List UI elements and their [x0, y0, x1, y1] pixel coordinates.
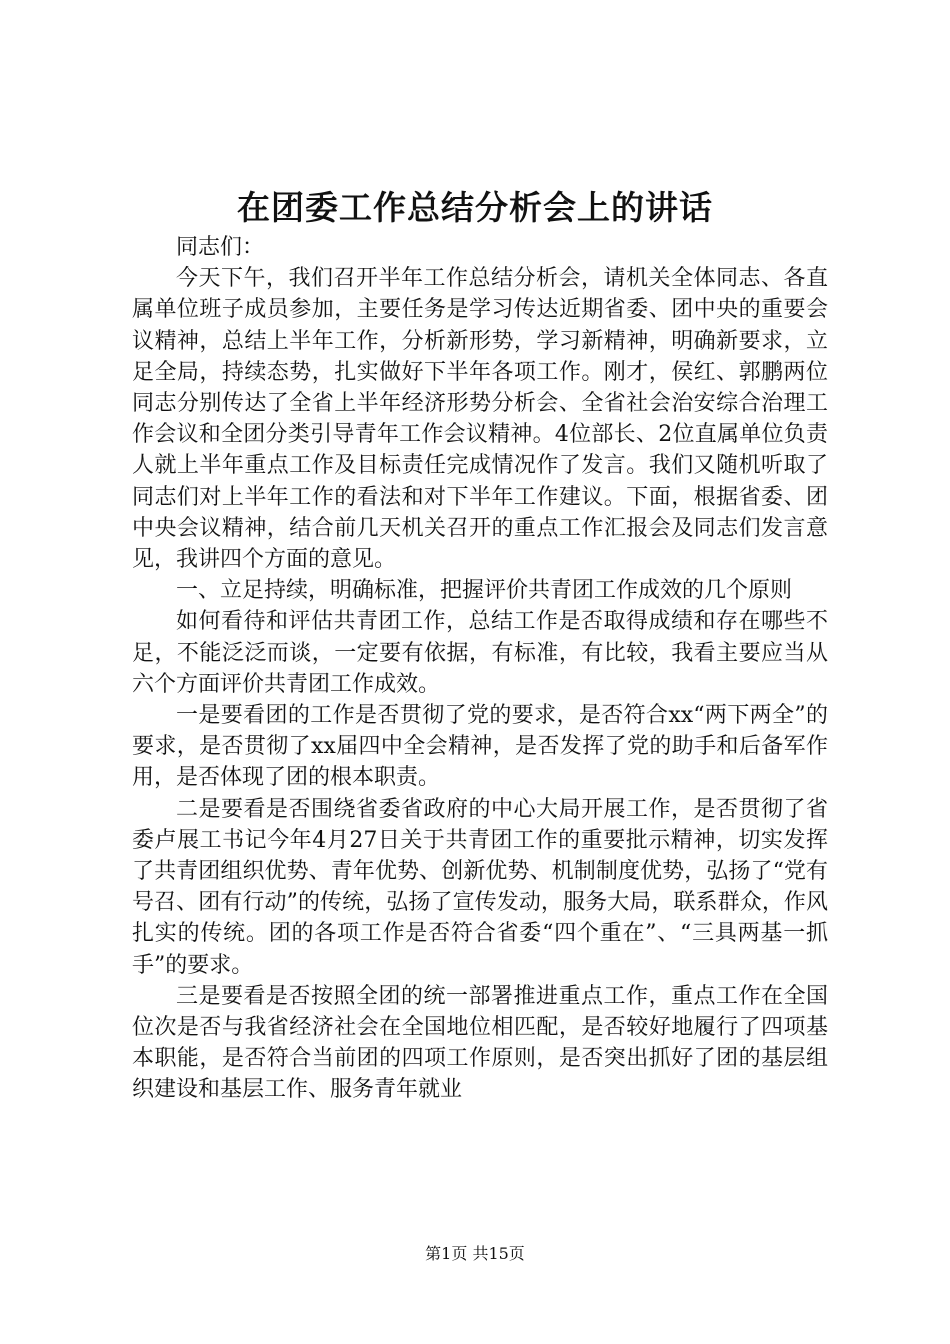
document-title: 在团委工作总结分析会上的讲话 — [237, 188, 713, 227]
salutation-paragraph: 同志们： — [176, 235, 265, 260]
intro-paragraph: 今天下午，我们召开半年工作总结分析会，请机关全体同志、各直属单位班子成员参加，主要任务是学习传达近期省委、团中央的重要会议精神，总结上半年工作，分析新形势，学习新精神，明确新要求，立足全局，持续态势，扎实做好下半年各项工作。刚才，侯红、郭鹏两位同志分别传达了全省上半年经济形势分析会、全省社会治安综合治理工作会议和全团分类引导青年工作会议精神。4位部长、2位直属单位负责人就上半年重点工作及目标责任完成情况作了发言。我们又随机听取了同志们对上半年工作的看法和对下半年工作建议。下面，根据省委、团中央会议精神，结合前几天机关召开的重点工作汇报会及同志们发言意见，我讲四个方面的意见。 — [132, 266, 828, 573]
section-heading-1: 一、立足持续，明确标准，把握评价共青团工作成效的几个原则 — [176, 578, 793, 604]
body-paragraph: 一是要看团的工作是否贯彻了党的要求，是否符合xx“两下两全”的要求，是否贯彻了xx届四中全会精神，是否发挥了党的助手和后备军作用，是否体现了团的根本职责。 — [132, 703, 828, 791]
page-footer: 第1页 共15页 — [425, 1244, 525, 1263]
document-body — [132, 232, 828, 1106]
body-paragraph: 二是要看是否围绕省委省政府的中心大局开展工作，是否贯彻了省委卢展工书记今年4月27日关于共青团工作的重要批示精神，切实发挥了共青团组织优势、青年优势、创新优势、机制制度优势，弘扬了“党有号召、团有行动”的传统，弘扬了宣传发动，服务大局，联系群众，作风扎实的传统。团的各项工作是否符合省委“四个重在”、“三具两基一抓手”的要求。 — [132, 796, 828, 978]
body-paragraph: 三是要看是否按照全团的统一部署推进重点工作，重点工作在全国位次是否与我省经济社会在全国地位相匹配，是否较好地履行了四项基本职能，是否符合当前团的四项工作原则，是否突出抓好了团的基层组织建设和基层工作、服务青年就业 — [132, 983, 828, 1103]
body-paragraph: 如何看待和评估共青团工作，总结工作是否取得成绩和存在哪些不足，不能泛泛而谈，一定要有依据，有标准，有比较，我看主要应当从六个方面评价共青团工作成效。 — [132, 609, 828, 697]
